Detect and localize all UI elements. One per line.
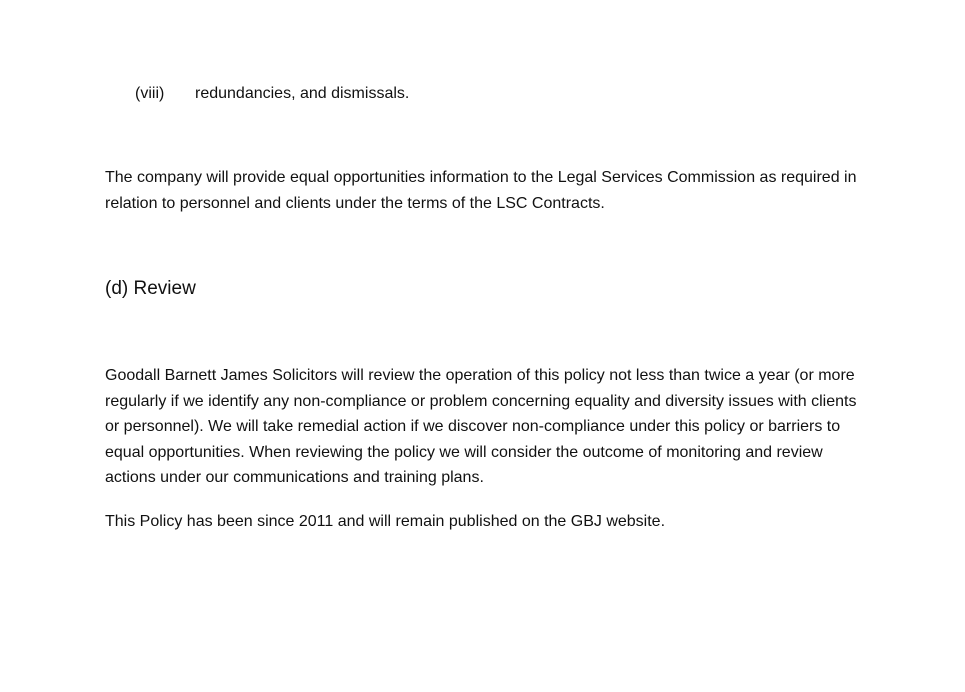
list-item-viii [135, 83, 409, 104]
list-marker: (viii) [135, 85, 165, 102]
paragraph-publication: This Policy has been since 2011 and will remain published on the GBJ website. [105, 513, 666, 530]
paragraph-review-policy: Goodall Barnett James Solicitors will review the operation of this policy not less than twice a year (or more regularly if we identify any non-compliance or problem concerning equality and diversity issues with clients or personnel). We will take remedial action if we discover non-compliance under this policy or barriers to equal opportunities. When reviewing the policy we will consider the outcome of monitoring and review actions under our communications and training plans. [105, 367, 857, 486]
section-heading-review: (d) Review [105, 278, 196, 299]
list-item-text: redundancies, and dismissals. [195, 85, 410, 102]
paragraph-lsc-info: The company will provide equal opportunities information to the Legal Services Commission as required in relation to personnel and clients under the terms of the LSC Contracts. [105, 169, 857, 212]
